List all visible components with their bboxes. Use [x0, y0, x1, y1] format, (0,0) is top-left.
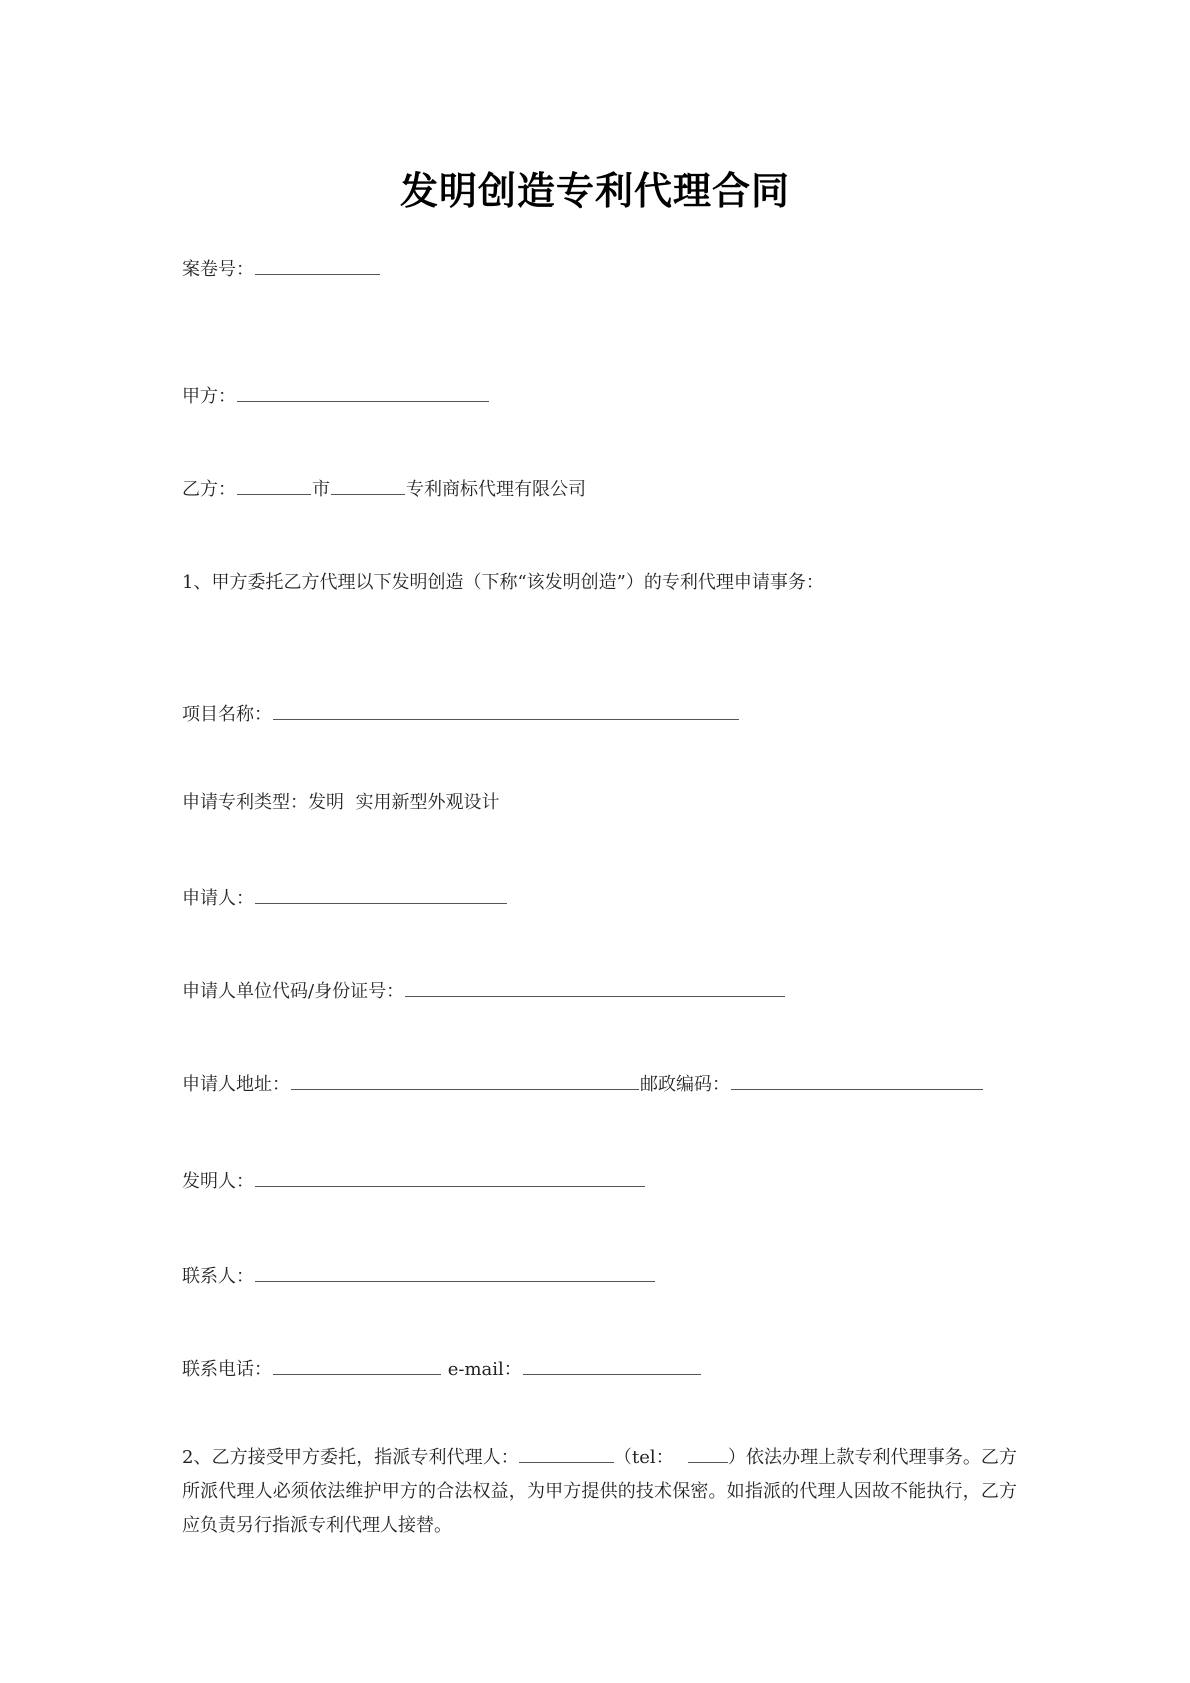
party-a-label: 甲方： — [182, 386, 236, 407]
inventor-row — [182, 1168, 646, 1194]
postcode-label: 邮政编码： — [640, 1074, 730, 1095]
agent-name-blank[interactable] — [519, 1444, 614, 1463]
party-a-row — [182, 383, 490, 409]
applicant-row — [182, 885, 508, 911]
applicant-label: 申请人： — [182, 888, 254, 909]
case-number-row — [182, 256, 381, 282]
project-name-blank[interactable] — [273, 701, 739, 720]
clause-2-part2: （tel： — [613, 1447, 674, 1468]
project-name-label: 项目名称： — [182, 704, 272, 725]
clause-1: 1、甲方委托乙方代理以下发明创造（下称“该发明创造”）的专利代理申请事务： — [182, 572, 824, 593]
contact-label: 联系人： — [182, 1266, 254, 1287]
contact-phone-row — [182, 1356, 702, 1382]
party-b-name-blank[interactable] — [331, 476, 405, 495]
agent-tel-blank[interactable] — [688, 1444, 728, 1463]
applicant-blank[interactable] — [255, 885, 507, 904]
project-name-row — [182, 701, 740, 727]
document-title: 发明创造专利代理合同 — [399, 168, 790, 213]
patent-type-options: 发明 实用新型外观设计 — [308, 792, 500, 813]
applicant-address-label: 申请人地址： — [182, 1074, 290, 1095]
contact-phone-label: 联系电话： — [182, 1359, 272, 1380]
postcode-blank[interactable] — [731, 1071, 983, 1090]
email-label: e-mail： — [442, 1359, 522, 1380]
party-b-company-suffix: 专利商标代理有限公司 — [406, 479, 586, 500]
applicant-address-row — [182, 1071, 984, 1097]
patent-type-row — [182, 791, 499, 815]
inventor-label: 发明人： — [182, 1171, 254, 1192]
clause-2 — [182, 1441, 1017, 1543]
case-number-label: 案卷号： — [182, 259, 254, 280]
party-b-city-suffix: 市 — [312, 479, 330, 500]
applicant-address-blank[interactable] — [291, 1071, 639, 1090]
clause-2-part3: ）依法办理上款专利代理事务。乙方所派代理人必须依法维护甲方的合法权益，为甲方提供的技术保密。如指派的代理人因故不能执行，乙方应负责另行指派专利代理人接替。 — [182, 1447, 1017, 1536]
party-b-row — [182, 476, 586, 502]
contact-blank[interactable] — [255, 1263, 655, 1282]
applicant-id-label: 申请人单位代码/身份证号： — [182, 981, 405, 1002]
clause-2-part1: 2、乙方接受甲方委托，指派专利代理人： — [182, 1447, 519, 1468]
case-number-blank[interactable] — [255, 256, 380, 275]
inventor-blank[interactable] — [255, 1168, 645, 1187]
party-b-city-blank[interactable] — [237, 476, 311, 495]
party-b-label: 乙方： — [182, 479, 236, 500]
patent-type-label: 申请专利类型： — [182, 792, 308, 813]
party-a-blank[interactable] — [237, 383, 489, 402]
applicant-id-blank[interactable] — [405, 978, 785, 997]
email-blank[interactable] — [523, 1356, 701, 1375]
contact-phone-blank[interactable] — [273, 1356, 441, 1375]
applicant-id-row — [182, 978, 786, 1004]
contact-row — [182, 1263, 656, 1289]
